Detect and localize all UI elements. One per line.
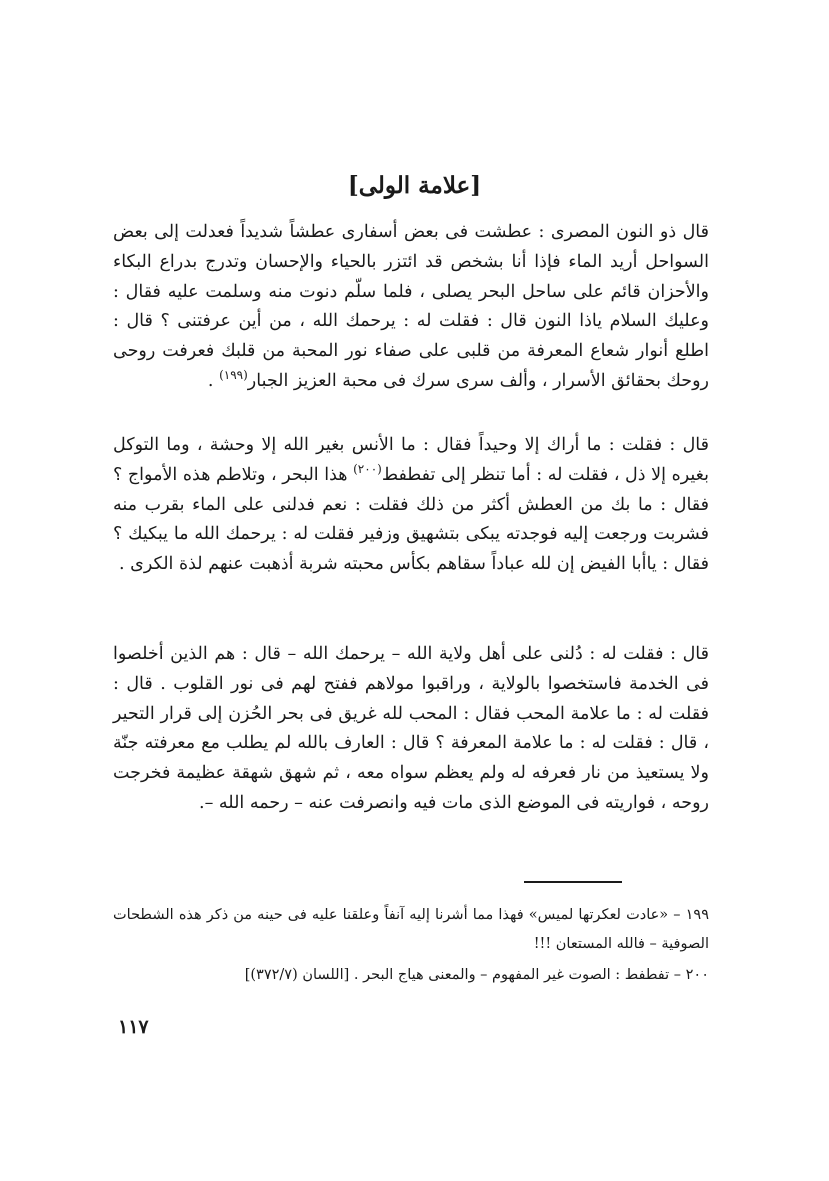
paragraph-2 — [113, 431, 709, 580]
paragraph-2-text: قال : فقلت : ما أراك إلا وحيداً فقال : ما الأنس بغير الله إلا وحشة ، وما التوكل بغيره إلا ذل ، فقلت له : أما تنظر إلى تفطفط — [113, 435, 709, 485]
paragraph-text — [113, 218, 709, 397]
section-title: [علامة الولى] — [347, 172, 482, 199]
paragraph-2-end: هذا البحر ، وتلاطم هذه الأمواج ؟ فقال : ما بك من العطش أكثر من ذلك فقلت : نعم فدلنى على الماء بقرب منه فشربت ورجعت إليه فوجدته يبكى بتشهيق وزفير فقلت له : يرحمك الله ما يبكيك ؟ فقال : ياأبا الفيض إن لله عباداً سقاهم بكأس محبته شربة أذهبت عنهم لذة الكرى . — [113, 464, 709, 575]
paragraph-1-text: قال ذو النون المصرى : عطشت فى بعض أسفارى عطشاً شديداً فعدلت إلى بعض السواحل أريد الماء فإذا أنا بشخص قد ائتزر بالحياء والإحسان وتدرج بدراع البكاء والأحزان قائم على ساحل البحر يصلى ، فلما سلّم دنوت منه وسلمت عليه فقال : وعليك السلام ياذا النون قال : فقلت له : يرحمك الله ، من أين عرفتنى ؟ قال : اطلع أنوار شعاع المعرفة من قلبى على صفاء نور المحبة من قلبك فعرفت روحى روحك بحقائق الأسرار ، وألف سرى سرك فى محبة العزيز الجبار — [113, 222, 709, 391]
paragraph-text — [113, 431, 709, 580]
page-number: ١١٧ — [118, 1016, 149, 1038]
paragraph-3-text: قال : فقلت له : دُلنى على أهل ولاية الله – يرحمك الله – قال : هم الذين أخلصوا فى الخدمة فاستخصوا بالولاية ، وراقبوا مولاهم ففتح لهم فى نور القلوب . قال : فقلت له : ما علامة المحب فقال : المحب لله غريق فى بحر الحُزن إلى قرار التحير ، قال : فقلت له : ما علامة المعرفة ؟ قال : العارف بالله لم يطلب مع معرفته جنّة ولا يستعيذ من نار فعرفه له ولم يعظم سواه معه ، ثم شهق شهقة عظيمة فخرجت روحه ، فواريته فى الموضع الذى مات فيه وانصرفت عنه – رحمه الله –. — [113, 644, 709, 813]
paragraph-1 — [113, 218, 709, 397]
footnotes — [113, 901, 709, 990]
footnote-ref-199: (١٩٩) — [219, 368, 248, 383]
footnote-200: ٢٠٠ – تفطفط : الصوت غير المفهوم – والمعنى هياج البحر . [اللسان (٣٧٢/٧)] — [244, 967, 709, 983]
footnote-199: ١٩٩ – «عادت لعكرتها لميس» فهذا مما أشرنا إليه آنفاً وعلقنا عليه فى حينه من ذكر هذه الشطحات الصوفية – فالله المستعان !!! — [113, 907, 709, 952]
paragraph-3 — [113, 640, 709, 819]
paragraph-text — [113, 640, 709, 819]
paragraph-1-end: . — [207, 370, 220, 391]
footnote-ref-200: (٢٠٠) — [353, 461, 382, 476]
footnote-divider — [524, 881, 622, 883]
